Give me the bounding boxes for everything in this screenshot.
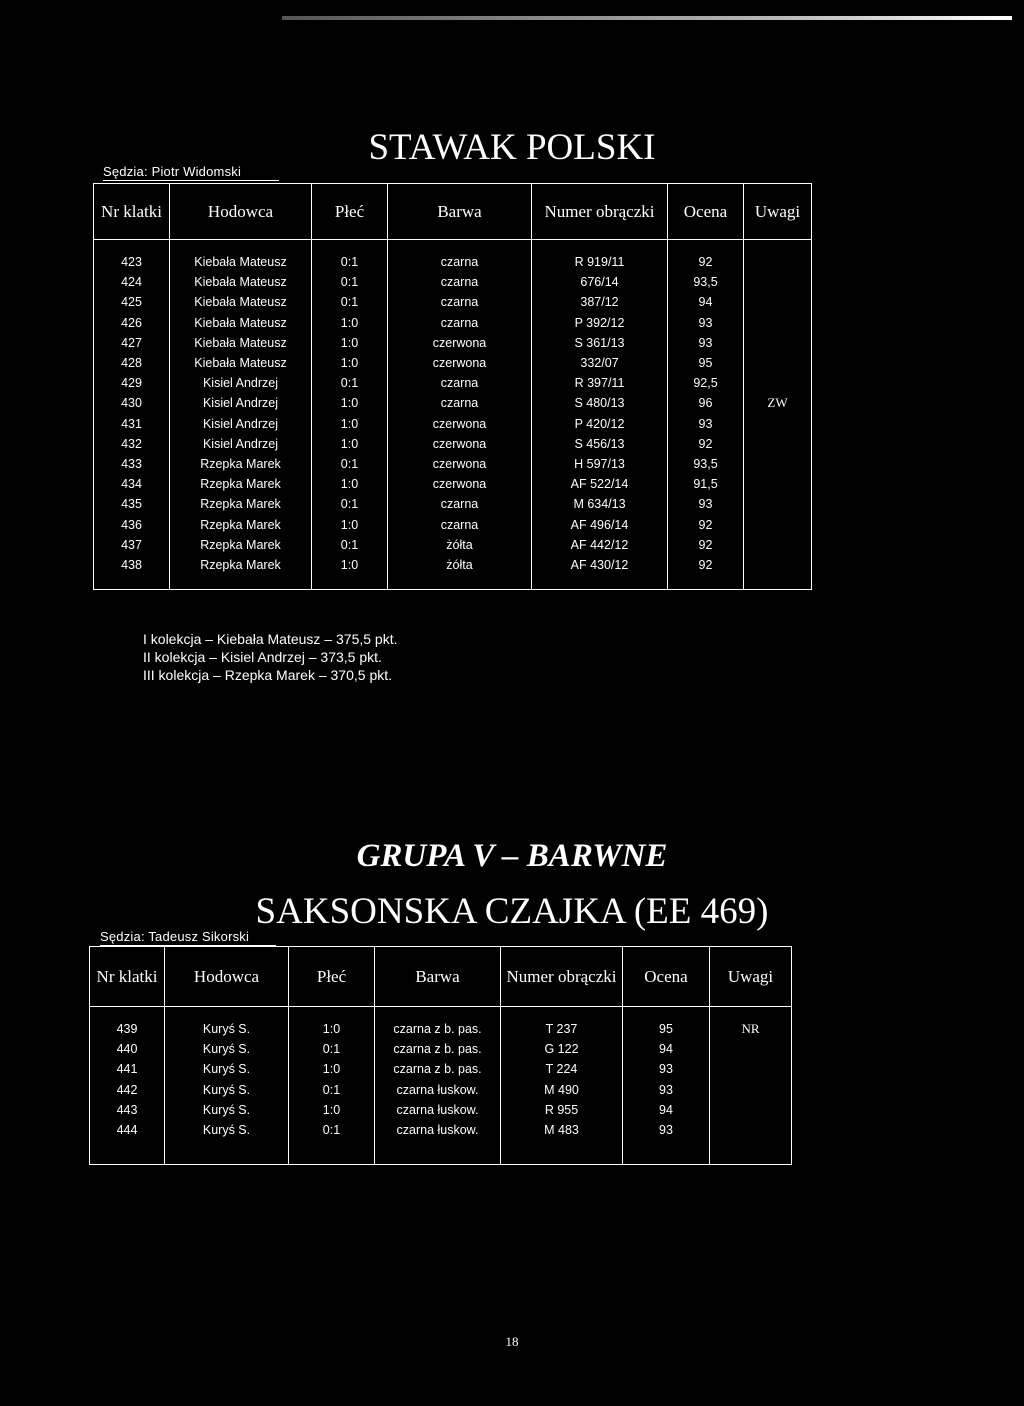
cell-ocena: 92 <box>668 535 744 555</box>
cell-ocena: 93,5 <box>668 454 744 474</box>
cell-hodowca: Kiebała Mateusz <box>170 353 312 373</box>
results-table-saksonska <box>89 946 792 1165</box>
cell-barwa: czarna łuskow. <box>375 1080 501 1100</box>
cell-ocena: 96 <box>668 393 744 413</box>
cell-plec: 1:0 <box>312 414 388 434</box>
cell-plec: 1:0 <box>289 1019 375 1039</box>
header-nr-klatki: Nr klatki <box>90 947 165 1007</box>
cell-hodowca: Kiebała Mateusz <box>170 252 312 272</box>
cell-numer: AF 522/14 <box>532 474 668 494</box>
cell-plec: 0:1 <box>289 1039 375 1059</box>
cell-hodowca: Rzepka Marek <box>170 514 312 534</box>
cell-plec: 0:1 <box>312 535 388 555</box>
cell-ocena: 93 <box>623 1080 710 1100</box>
table-header-row <box>90 947 792 1007</box>
table-row <box>94 474 812 494</box>
cell-barwa: czarna <box>388 292 532 312</box>
cell-nr: 433 <box>94 454 170 474</box>
cell-barwa: czarna łuskow. <box>375 1100 501 1120</box>
cell-barwa: czarna z b. pas. <box>375 1039 501 1059</box>
cell-ocena: 91,5 <box>668 474 744 494</box>
cell-plec: 1:0 <box>312 434 388 454</box>
page-number: 18 <box>505 1334 519 1349</box>
table-row <box>90 1100 792 1120</box>
cell-nr: 434 <box>94 474 170 494</box>
cell-ocena: 92 <box>668 514 744 534</box>
cell-uwagi <box>710 1120 792 1140</box>
cell-hodowca: Rzepka Marek <box>170 494 312 514</box>
cell-nr: 423 <box>94 252 170 272</box>
cell-ocena: 92 <box>668 434 744 454</box>
cell-ocena: 93 <box>668 333 744 353</box>
cell-numer: M 490 <box>501 1080 623 1100</box>
summary-line-3: III kolekcja – Rzepka Marek – 370,5 pkt. <box>143 667 393 683</box>
cell-hodowca: Kiebała Mateusz <box>170 333 312 353</box>
table-row <box>94 393 812 413</box>
table-row <box>94 252 812 272</box>
cell-plec: 0:1 <box>312 373 388 393</box>
cell-nr: 437 <box>94 535 170 555</box>
cell-ocena: 95 <box>623 1019 710 1039</box>
cell-hodowca: Rzepka Marek <box>170 454 312 474</box>
cell-numer: 387/12 <box>532 292 668 312</box>
cell-numer: S 456/13 <box>532 434 668 454</box>
collection-summary <box>143 630 397 684</box>
cell-uwagi <box>744 434 812 454</box>
cell-hodowca: Kisiel Andrzej <box>170 434 312 454</box>
cell-plec: 1:0 <box>312 333 388 353</box>
cell-plec: 0:1 <box>312 494 388 514</box>
cell-uwagi <box>710 1039 792 1059</box>
cell-ocena: 93 <box>668 313 744 333</box>
table-row <box>94 535 812 555</box>
header-uwagi: Uwagi <box>744 184 812 240</box>
cell-numer: AF 442/12 <box>532 535 668 555</box>
cell-uwagi <box>710 1059 792 1079</box>
cell-hodowca: Rzepka Marek <box>170 474 312 494</box>
cell-ocena: 92 <box>668 252 744 272</box>
header-plec: Płeć <box>289 947 375 1007</box>
cell-uwagi <box>744 313 812 333</box>
cell-plec: 1:0 <box>312 474 388 494</box>
cell-numer: AF 430/12 <box>532 555 668 575</box>
cell-uwagi <box>710 1080 792 1100</box>
cell-uwagi <box>710 1100 792 1120</box>
cell-barwa: czarna <box>388 373 532 393</box>
cell-numer: P 392/12 <box>532 313 668 333</box>
cell-plec: 1:0 <box>289 1100 375 1120</box>
cell-uwagi <box>744 514 812 534</box>
cell-plec: 1:0 <box>312 555 388 575</box>
cell-uwagi: ZW <box>744 393 812 413</box>
cell-uwagi <box>744 252 812 272</box>
cell-hodowca: Rzepka Marek <box>170 555 312 575</box>
judge-label: Sędzia: <box>103 164 148 179</box>
cell-nr: 435 <box>94 494 170 514</box>
cell-plec: 0:1 <box>312 454 388 474</box>
header-barwa: Barwa <box>388 184 532 240</box>
cell-plec: 1:0 <box>312 514 388 534</box>
cell-numer: T 224 <box>501 1059 623 1079</box>
judge-name: Tadeusz Sikorski <box>148 929 250 944</box>
results-table-stawak <box>93 183 812 590</box>
cell-numer: M 634/13 <box>532 494 668 514</box>
cell-uwagi <box>744 474 812 494</box>
cell-nr: 426 <box>94 313 170 333</box>
cell-barwa: czarna <box>388 393 532 413</box>
cell-nr: 430 <box>94 393 170 413</box>
cell-plec: 0:1 <box>289 1080 375 1100</box>
cell-hodowca: Kuryś S. <box>165 1039 289 1059</box>
section-title-stawak: STAWAK POLSKI <box>368 127 656 168</box>
cell-barwa: czarna <box>388 272 532 292</box>
cell-ocena: 93 <box>668 414 744 434</box>
table-row <box>94 373 812 393</box>
cell-barwa: czerwona <box>388 434 532 454</box>
cell-numer: S 480/13 <box>532 393 668 413</box>
cell-plec: 1:0 <box>312 313 388 333</box>
cell-uwagi <box>744 454 812 474</box>
cell-uwagi <box>744 333 812 353</box>
cell-barwa: czerwona <box>388 454 532 474</box>
cell-numer: R 955 <box>501 1100 623 1120</box>
cell-nr: 429 <box>94 373 170 393</box>
cell-hodowca: Kiebała Mateusz <box>170 272 312 292</box>
group-title: GRUPA V – BARWNE <box>356 838 668 874</box>
cell-numer: AF 496/14 <box>532 514 668 534</box>
cell-uwagi <box>744 555 812 575</box>
table-row <box>94 555 812 575</box>
cell-hodowca: Kuryś S. <box>165 1100 289 1120</box>
cell-uwagi <box>744 292 812 312</box>
cell-barwa: czarna <box>388 252 532 272</box>
cell-barwa: czarna z b. pas. <box>375 1019 501 1039</box>
cell-uwagi <box>744 535 812 555</box>
cell-ocena: 93 <box>668 494 744 514</box>
cell-ocena: 94 <box>668 292 744 312</box>
table-row <box>94 514 812 534</box>
table-row <box>94 414 812 434</box>
cell-nr: 444 <box>90 1120 165 1140</box>
cell-nr: 431 <box>94 414 170 434</box>
cell-hodowca: Kuryś S. <box>165 1019 289 1039</box>
cell-nr: 436 <box>94 514 170 534</box>
cell-uwagi <box>744 353 812 373</box>
cell-uwagi: NR <box>710 1019 792 1039</box>
cell-ocena: 93,5 <box>668 272 744 292</box>
cell-nr: 441 <box>90 1059 165 1079</box>
cell-plec: 1:0 <box>289 1059 375 1079</box>
cell-nr: 428 <box>94 353 170 373</box>
table-row <box>90 1039 792 1059</box>
table-row <box>90 1019 792 1039</box>
header-numer-obraczki: Numer obrączki <box>501 947 623 1007</box>
cell-hodowca: Kuryś S. <box>165 1080 289 1100</box>
cell-nr: 440 <box>90 1039 165 1059</box>
top-rule <box>282 16 1012 20</box>
cell-ocena: 93 <box>623 1120 710 1140</box>
cell-nr: 442 <box>90 1080 165 1100</box>
cell-nr: 443 <box>90 1100 165 1120</box>
header-ocena: Ocena <box>668 184 744 240</box>
table-row <box>94 454 812 474</box>
table-row <box>94 434 812 454</box>
table-row <box>94 313 812 333</box>
cell-ocena: 94 <box>623 1039 710 1059</box>
cell-barwa: żółta <box>388 555 532 575</box>
cell-nr: 425 <box>94 292 170 312</box>
cell-numer: 332/07 <box>532 353 668 373</box>
cell-plec: 1:0 <box>312 393 388 413</box>
cell-barwa: czerwona <box>388 474 532 494</box>
cell-nr: 432 <box>94 434 170 454</box>
cell-uwagi <box>744 414 812 434</box>
header-hodowca: Hodowca <box>165 947 289 1007</box>
cell-hodowca: Kisiel Andrzej <box>170 393 312 413</box>
table-row <box>94 272 812 292</box>
cell-barwa: czerwona <box>388 333 532 353</box>
cell-numer: P 420/12 <box>532 414 668 434</box>
cell-hodowca: Kiebała Mateusz <box>170 313 312 333</box>
cell-uwagi <box>744 494 812 514</box>
cell-numer: H 597/13 <box>532 454 668 474</box>
cell-plec: 1:0 <box>312 353 388 373</box>
cell-barwa: czarna <box>388 313 532 333</box>
cell-numer: G 122 <box>501 1039 623 1059</box>
cell-barwa: czerwona <box>388 353 532 373</box>
summary-line-2: II kolekcja – Kisiel Andrzej – 373,5 pkt. <box>143 649 382 665</box>
cell-barwa: czerwona <box>388 414 532 434</box>
cell-nr: 438 <box>94 555 170 575</box>
section-title-saksonska: SAKSONSKA CZAJKA (EE 469) <box>255 891 769 932</box>
header-nr-klatki: Nr klatki <box>94 184 170 240</box>
cell-hodowca: Kuryś S. <box>165 1120 289 1140</box>
cell-barwa: czarna łuskow. <box>375 1120 501 1140</box>
cell-barwa: czarna <box>388 494 532 514</box>
judge-name: Piotr Widomski <box>151 164 242 179</box>
cell-numer: T 237 <box>501 1019 623 1039</box>
cell-plec: 0:1 <box>312 252 388 272</box>
header-ocena: Ocena <box>623 947 710 1007</box>
summary-line-1: I kolekcja – Kiebała Mateusz – 375,5 pkt. <box>143 631 398 647</box>
cell-hodowca: Rzepka Marek <box>170 535 312 555</box>
cell-nr: 439 <box>90 1019 165 1039</box>
cell-ocena: 93 <box>623 1059 710 1079</box>
header-hodowca: Hodowca <box>170 184 312 240</box>
cell-ocena: 92 <box>668 555 744 575</box>
table-row <box>90 1059 792 1079</box>
cell-numer: S 361/13 <box>532 333 668 353</box>
cell-hodowca: Kisiel Andrzej <box>170 373 312 393</box>
cell-hodowca: Kuryś S. <box>165 1059 289 1079</box>
cell-hodowca: Kiebała Mateusz <box>170 292 312 312</box>
cell-barwa: czarna z b. pas. <box>375 1059 501 1079</box>
cell-barwa: żółta <box>388 535 532 555</box>
header-uwagi: Uwagi <box>710 947 792 1007</box>
header-plec: Płeć <box>312 184 388 240</box>
cell-numer: R 919/11 <box>532 252 668 272</box>
table-row <box>94 333 812 353</box>
cell-hodowca: Kisiel Andrzej <box>170 414 312 434</box>
cell-nr: 424 <box>94 272 170 292</box>
cell-ocena: 92,5 <box>668 373 744 393</box>
table-row <box>94 494 812 514</box>
cell-plec: 0:1 <box>289 1120 375 1140</box>
judge-label: Sędzia: <box>100 929 145 944</box>
header-barwa: Barwa <box>375 947 501 1007</box>
judge-label-section1 <box>103 164 279 179</box>
table-row <box>90 1120 792 1140</box>
cell-numer: 676/14 <box>532 272 668 292</box>
cell-plec: 0:1 <box>312 292 388 312</box>
table-row <box>94 292 812 312</box>
cell-ocena: 94 <box>623 1100 710 1120</box>
judge-label-section2 <box>100 929 276 944</box>
cell-numer: M 483 <box>501 1120 623 1140</box>
table-row <box>90 1080 792 1100</box>
cell-uwagi <box>744 373 812 393</box>
cell-barwa: czarna <box>388 514 532 534</box>
cell-uwagi <box>744 272 812 292</box>
cell-ocena: 95 <box>668 353 744 373</box>
table-header-row <box>94 184 812 240</box>
cell-plec: 0:1 <box>312 272 388 292</box>
header-numer-obraczki: Numer obrączki <box>532 184 668 240</box>
cell-numer: R 397/11 <box>532 373 668 393</box>
table-row <box>94 353 812 373</box>
cell-nr: 427 <box>94 333 170 353</box>
